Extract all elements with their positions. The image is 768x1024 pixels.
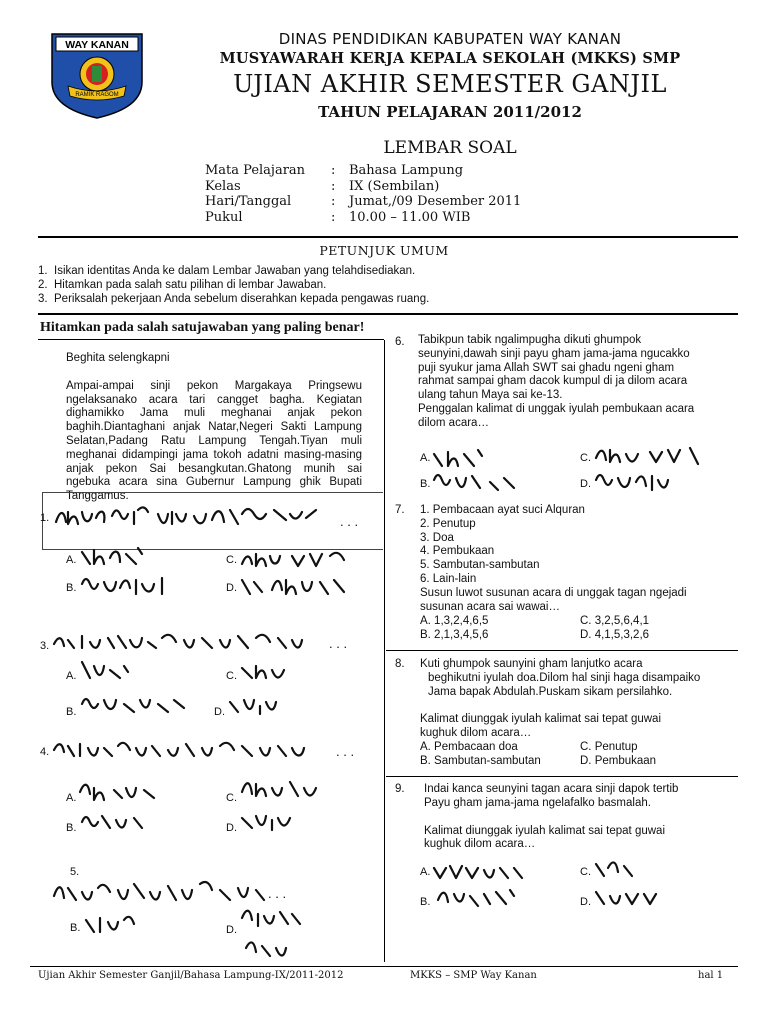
lampung-script-option — [594, 856, 644, 882]
exam-title: UJIAN AKHIR SEMESTER GANJIL — [233, 70, 667, 98]
question-number: 9. — [395, 783, 405, 795]
lampung-script-option — [80, 690, 200, 716]
option-d: D. Pembukaan — [580, 755, 657, 767]
question-8-text — [420, 658, 760, 741]
exam-meta-table — [205, 163, 521, 225]
lampung-script-option — [78, 778, 178, 804]
lampung-script-option — [432, 444, 502, 470]
meta-colon: : — [331, 163, 336, 178]
instruction-number: 1. — [38, 265, 48, 277]
lampung-script-option — [240, 572, 360, 598]
q7-stem: Susun luwot susunan acara di unggak tagan ngejadi — [420, 586, 687, 599]
footer-rule — [30, 966, 738, 967]
ellipsis: . . . — [340, 514, 359, 529]
reading-passage — [66, 352, 362, 504]
question-number: 6. — [395, 336, 405, 348]
q9-line: Indai kanca seunyini tagan acara sinji dapok tertib — [424, 783, 679, 795]
school-year: TAHUN PELAJARAN 2011/2012 — [318, 103, 582, 121]
lampung-script-option — [240, 776, 340, 802]
meta-value: 10.00 – 11.00 WIB — [349, 209, 471, 225]
option-label: C. — [580, 452, 591, 464]
lampung-script-option — [80, 544, 160, 568]
option-label: A. — [420, 866, 431, 878]
option-b: B. Sambutan-sambutan — [420, 755, 541, 767]
q7-item: 3. Doa — [420, 531, 454, 544]
lampung-script-option — [240, 546, 360, 570]
column-divider — [384, 340, 385, 962]
meta-value: Jumat,/09 Desember 2011 — [349, 194, 522, 209]
sheet-title: LEMBAR SOAL — [383, 138, 517, 158]
meta-key: Hari/Tanggal — [205, 194, 292, 209]
q8-stem: kughuk dilom acara… — [420, 727, 532, 740]
q7-item: 1. Pembacaan ayat suci Alquran — [420, 504, 585, 516]
question-number: 8. — [395, 658, 405, 670]
lampung-script-option — [594, 884, 674, 910]
option-label: A. — [420, 452, 431, 464]
passage-body: Ampai-ampai sinji pekon Margakaya Pringsewu ngelaksanako acara tari cangget bagha. Kegiatan dighamikko Jama muli meghanai anjak pekon baghih.Diantaghani anjak Natar,Negeri Sakti Lampung Selatan,Padang Ratu Lampung Tengah.Tiyan muli meghanai didampingi jama tokoh adatni masing-masing anjak pekon Sai besangkutan.Ghatong munih sai ngebuka acara sina Gubernur Lampung ghik Bupati Tanggamus. — [66, 379, 362, 503]
option-b: B. 2,1,3,4,5,6 — [420, 629, 489, 641]
q8-line: beghikutni iyulah doa.Dilom hal sinji haga disampaiko — [428, 671, 701, 684]
q9-stem: Kalimat diunggak iyulah kalimat sai tepat guwai — [424, 824, 665, 837]
question-number: 7. — [395, 504, 405, 516]
lampung-script-option — [84, 910, 164, 936]
agency-heading: DINAS PENDIDIKAN KABUPATEN WAY KANAN — [278, 30, 622, 48]
instruction-number: 2. — [38, 279, 48, 291]
q8-line: Jama bapak Abdulah.Puskam sikam persilahko. — [428, 685, 673, 698]
divider — [38, 339, 384, 340]
council-heading: MUSYAWARAH KERJA KEPALA SEKOLAH (MKKS) SMP — [219, 50, 681, 67]
option-a: A. 1,3,2,4,6,5 — [420, 615, 489, 627]
q6-line: ulang tahun Maya sai ke-13. — [418, 389, 563, 402]
option-label: A. — [66, 792, 77, 804]
question-number: 5. — [70, 866, 80, 878]
option-label: A. — [66, 670, 77, 682]
q6-line: dilom acara… — [418, 416, 489, 429]
meta-value: IX (Sembilan) — [349, 178, 440, 194]
option-label: C. — [226, 670, 237, 682]
lampung-script-option — [594, 468, 684, 494]
meta-colon: : — [331, 194, 336, 209]
lampung-script-option — [594, 442, 714, 468]
instruction-text: Hitamkan pada salah satu pilihan di lembar Jawaban. — [54, 279, 327, 291]
option-label: D. — [580, 478, 591, 490]
q6-line: seunyini,dawah sinji payu gham jama-jama ngucakko — [418, 347, 690, 360]
option-label: B. — [420, 478, 431, 490]
footer-mid: MKKS – SMP Way Kanan — [410, 970, 537, 981]
q8-stem: Kalimat diunggak iyulah kalimat sai tepat guwai — [420, 713, 661, 726]
option-label: C. — [226, 792, 237, 804]
option-label: B. — [420, 896, 431, 908]
q8-line: Kuti ghumpok saunyini gham lanjutko acara — [420, 658, 643, 670]
lampung-script-question-4 — [52, 736, 355, 762]
lampung-script-option — [80, 656, 140, 682]
meta-key: Pukul — [205, 209, 243, 225]
lampung-script-option — [228, 692, 288, 716]
q7-item: 4. Pembukaan — [420, 545, 495, 558]
option-c: C. 3,2,5,6,4,1 — [580, 615, 650, 627]
divider — [386, 650, 738, 651]
option-label: C. — [226, 554, 237, 566]
crest-ribbon-text: RAMIK RAGOM — [75, 92, 119, 98]
divider — [38, 313, 738, 315]
q7-item: 5. Sambutan-sambutan — [420, 559, 540, 572]
ellipsis: . . . — [329, 636, 348, 651]
option-label: D. — [226, 924, 237, 936]
option-label: D. — [580, 896, 591, 908]
footer-left: Ujian Akhir Semester Ganjil/Bahasa Lampung-IX/2011-2012 — [38, 970, 344, 981]
lampung-script-question-1 — [54, 500, 334, 534]
lampung-script-option — [80, 808, 160, 834]
option-label: B. — [66, 706, 77, 718]
q6-line: puji syukur jama Allah SWT sai ghadu ngeni gham — [418, 361, 675, 374]
general-instructions-list — [38, 264, 429, 306]
ellipsis: . . . — [268, 886, 287, 901]
ellipsis: . . . — [336, 744, 355, 759]
option-label: B. — [66, 822, 77, 834]
meta-colon: : — [331, 209, 336, 225]
q6-line: Penggalan kalimat di unggak iyulah pembukaan acara — [418, 402, 695, 415]
option-label: B. — [70, 922, 81, 934]
option-label: D. — [226, 582, 237, 594]
question-number: 1. — [40, 512, 50, 524]
lampung-script-option — [80, 572, 180, 598]
question-6-text — [418, 334, 758, 431]
passage-title: Beghita selengkapni — [66, 352, 170, 364]
lampung-script-option — [244, 936, 314, 960]
lampung-script-option — [432, 468, 532, 494]
lampung-script-option — [240, 658, 300, 682]
meta-colon: : — [331, 178, 336, 194]
option-label: B. — [66, 582, 77, 594]
lampung-script-option — [436, 884, 526, 910]
question-9-text — [424, 783, 764, 852]
lampung-script-option — [240, 904, 320, 930]
general-instructions-title: PETUNJUK UMUM — [319, 243, 449, 258]
meta-key: Mata Pelajaran — [205, 163, 306, 178]
option-a: A. Pembacaan doa — [420, 741, 518, 753]
answer-instruction: Hitamkan pada salah satujawaban yang paling benar! — [40, 320, 365, 335]
option-label: C. — [580, 866, 591, 878]
option-label: A. — [66, 554, 77, 566]
option-c: C. Penutup — [580, 741, 638, 753]
q7-item: 2. Penutup — [420, 517, 476, 530]
way-kanan-crest-logo — [48, 30, 146, 120]
crest-title: WAY KANAN — [65, 39, 129, 51]
question-7-text — [420, 504, 760, 614]
lampung-script-option — [240, 808, 320, 834]
q6-line: rahmat sampai gham dacok kumpul di ja dilom acara — [418, 375, 688, 388]
q9-line: Payu gham jama-jama ngelafalko basmalah. — [424, 796, 651, 809]
instruction-number: 3. — [38, 293, 48, 305]
divider — [38, 236, 738, 238]
q7-stem: susunan acara sai wawai… — [420, 600, 560, 613]
lampung-script-option — [432, 858, 532, 884]
instruction-text: Isikan identitas Anda ke dalam Lembar Jawaban yang telahdisediakan. — [54, 265, 416, 277]
option-label: D. — [226, 822, 237, 834]
q7-item: 6. Lain-lain — [420, 572, 477, 585]
meta-key: Kelas — [205, 178, 241, 194]
q6-line: Tabikpun tabik ngalimpugha dikuti ghumpok — [418, 334, 642, 346]
q9-stem: kughuk dilom acara… — [424, 838, 536, 851]
question-number: 4. — [40, 746, 50, 758]
divider — [386, 776, 738, 777]
instruction-text: Periksalah pekerjaan Anda sebelum diserahkan kepada pengawas ruang. — [54, 293, 430, 305]
question-number: 3. — [40, 640, 50, 652]
page-number: hal 1 — [698, 970, 724, 981]
option-d: D. 4,1,5,3,2,6 — [580, 629, 650, 641]
meta-value: Bahasa Lampung — [349, 163, 464, 178]
option-label: D. — [214, 706, 225, 718]
lampung-script-question-3 — [52, 628, 352, 654]
